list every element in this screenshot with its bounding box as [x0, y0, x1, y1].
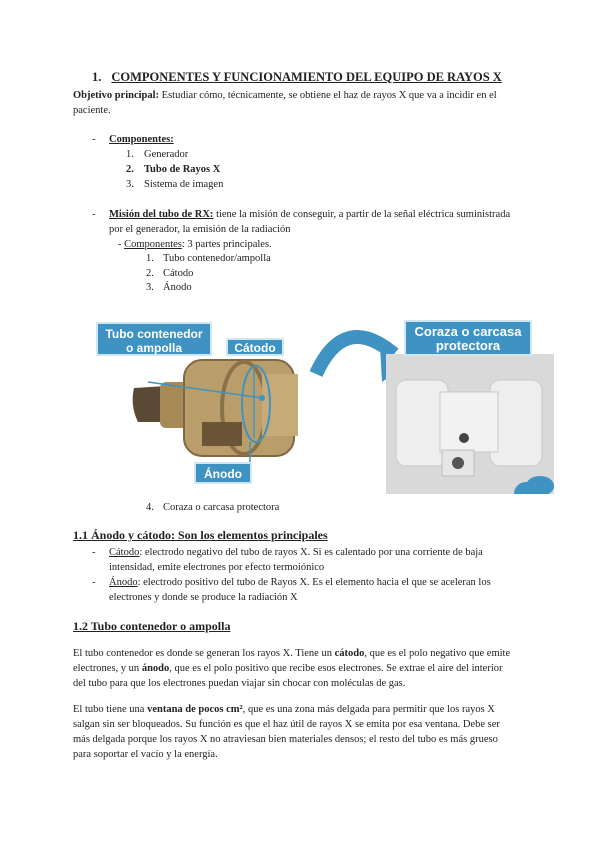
list-item: - Cátodo: electrodo negativo del tubo de rayos X. Si es calentado por una corriente de baja	[92, 547, 483, 558]
callout-catodo: Cátodo	[226, 338, 284, 356]
callout-coraza: Coraza o carcasa protectora	[404, 320, 532, 356]
paragraph-tubo-2: El tubo tiene una ventana de pocos cm², que es una zona más delgada para permitir que los rayos X salgan sin ser bloqueados. Su función es que el haz útil de rayos X se emita por esa ventana. Debe ser más delgada porque los rayos X no atraviesan bien materiales densos; el resto del tubo es más grueso para soportar el vacío y la energía.	[73, 704, 500, 760]
section-1-1-heading: 1.1 Ánodo y cátodo: Son los elementos principales	[73, 528, 328, 542]
section-1-2-heading: 1.2 Tubo contenedor o ampolla	[73, 619, 231, 633]
list-item: 4. Coraza o carcasa protectora	[146, 502, 280, 513]
list-item: 1. Generador	[126, 149, 189, 160]
list-item: 2. Cátodo	[146, 268, 194, 279]
page-title	[92, 70, 502, 85]
componentes-heading	[92, 132, 174, 147]
title-text: COMPONENTES Y FUNCIONAMIENTO DEL EQUIPO DE RAYOS X	[111, 70, 502, 84]
mision-paragraph: - Misión del tubo de RX: tiene la misión de conseguir, a partir de la señal eléctrica suministrada	[92, 209, 511, 220]
mision-label: Misión del tubo de RX:	[109, 209, 214, 220]
mision-line2: por el generador, la emisión de la radiación	[109, 224, 291, 235]
list-item: 1. Tubo contenedor/ampolla	[146, 253, 271, 264]
callout-anodo: Ánodo	[194, 462, 252, 484]
list-item: 2. Tubo de Rayos X	[126, 164, 221, 175]
xray-tube-figure	[94, 318, 554, 494]
bullet-dash: -	[92, 134, 96, 145]
componentes-label: Componentes:	[109, 134, 174, 145]
objetivo-text: Estudiar cómo, técnicamente, se obtiene el haz de rayos X que va a incidir en el paciente.	[73, 90, 497, 116]
bullet-dash: -	[92, 209, 96, 220]
list-item-continuation: intensidad, emite electrones por efecto termoiónico	[109, 562, 325, 573]
list-item: 3. Ánodo	[146, 282, 192, 293]
list-item-continuation: electrones y donde se produce la radiación X	[109, 592, 298, 603]
objetivo-paragraph	[73, 88, 533, 118]
paragraph-tubo-1: El tubo contenedor es donde se generan los rayos X. Tiene un cátodo, que es el polo negativo que emite electrones, y un ánodo, que es el polo positivo que recibe esos electrones. Se extrae el aire del interior del tubo para que los electrones puedan viajar sin chocar con moléculas de gas.	[73, 648, 511, 689]
list-item: 3. Sistema de imagen	[126, 179, 224, 190]
objetivo-label: Objetivo principal:	[73, 90, 160, 101]
mision-sub: - Componentes: 3 partes principales.	[118, 239, 272, 250]
title-number: 1.	[92, 70, 102, 84]
list-item: - Ánodo: electrodo positivo del tubo de Rayos X. Es el elemento hacia el que se aceleran los	[92, 577, 491, 588]
callout-tubo-contenedor: Tubo contenedor o ampolla	[96, 322, 212, 356]
